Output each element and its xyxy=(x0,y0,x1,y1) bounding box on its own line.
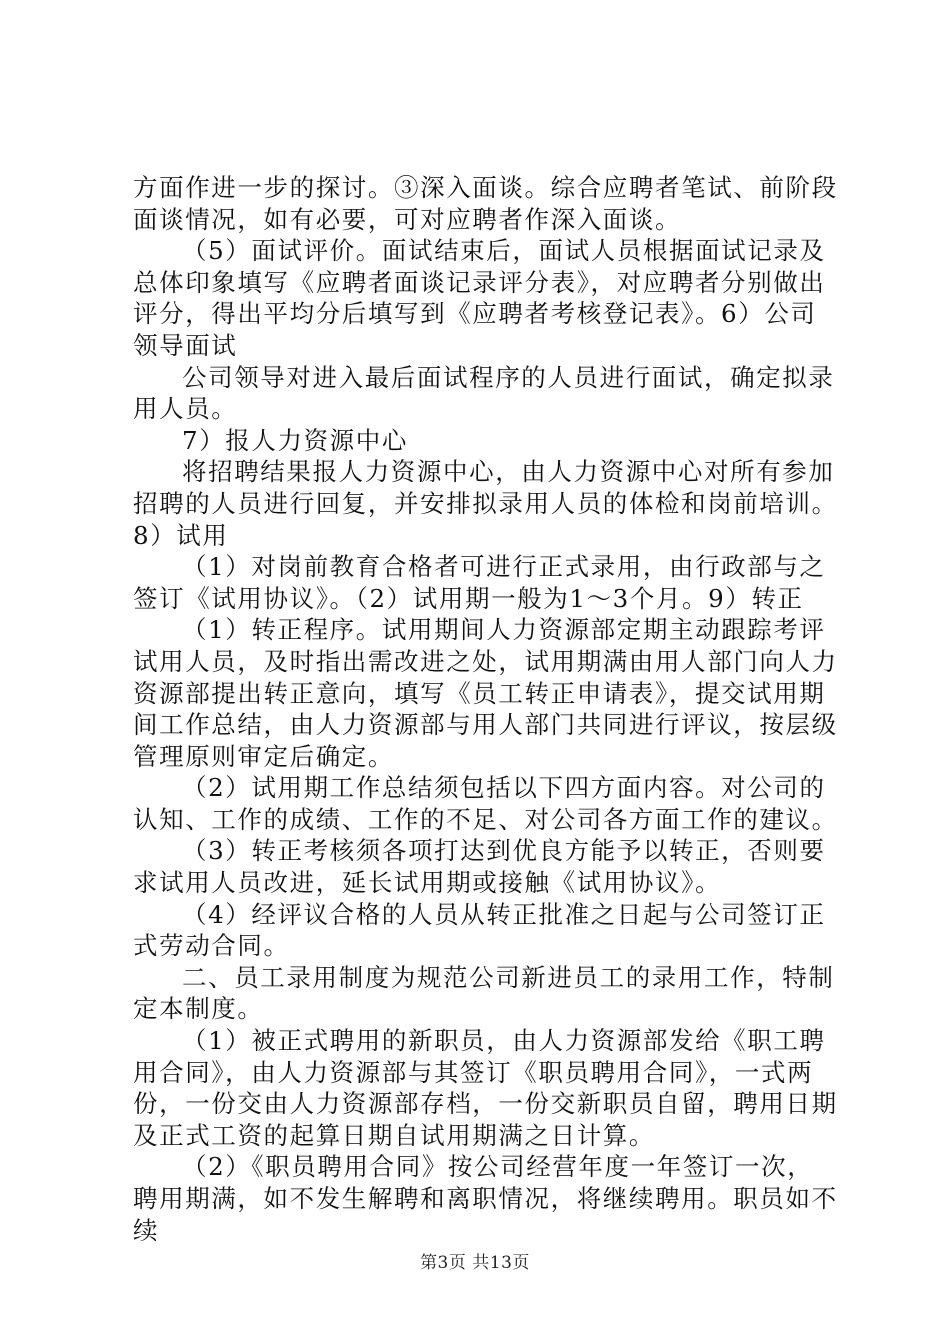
paragraph-3: 公司领导对进入最后面试程序的人员进行面试，确定拟录用人员。 xyxy=(133,362,835,424)
paragraph-13: （2）《职员聘用合同》按公司经营年度一年签订一次，聘用期满，如不发生解聘和离职情况，将继续聘用。职员如不续 xyxy=(133,1152,838,1245)
paragraph-7: （1）转正程序。试用期间人力资源部定期主动跟踪考评试用人员，及时指出需改进之处，试用期满由用人部门向人力资源部提出转正意向，填写《员工转正申请表》，提交试用期间工作总结，由人力资源部与用人部门共同进行评议，按层级管理原则审定后确定。 xyxy=(133,615,838,771)
paragraph-1: 方面作进一步的探讨。③深入面谈。综合应聘者笔试、前阶段面谈情况，如有必要，可对应聘者作深入面谈。 xyxy=(133,173,838,234)
paragraph-2: （5）面试评价。面试结束后，面试人员根据面试记录及总体印象填写《应聘者面谈记录评分表》，对应聘者分别做出评分，得出平均分后填写到《应聘者考核登记表》。6）公司领导面试 xyxy=(133,236,826,360)
paragraph-11: 二、员工录用制度为规范公司新进员工的录用工作，特制定本制度。 xyxy=(133,962,835,1024)
document-body xyxy=(133,172,838,1246)
paragraph-10: （4）经评议合格的人员从转正批准之日起与公司签订正式劳动合同。 xyxy=(133,899,826,961)
paragraph-5: 将招聘结果报人力资源中心，由人力资源中心对所有参加招聘的人员进行回复，并安排拟录用人员的体检和岗前培训。8）试用 xyxy=(133,457,838,550)
paragraph-12: （1）被正式聘用的新职员，由人力资源部发给《职工聘用合同》，由人力资源部与其签订《职员聘用合同》，一式两份，一份交由人力资源部存档，一份交新职员自留，聘用日期及正式工资的起算日期自试用期满之日计算。 xyxy=(133,1026,838,1150)
paragraph-8: （2）试用期工作总结须包括以下四方面内容。对公司的认知、工作的成绩、工作的不足、对公司各方面工作的建议。 xyxy=(133,773,838,834)
paragraph-4: 7）报人力资源中心 xyxy=(182,425,408,455)
paragraph-6: （1）对岗前教育合格者可进行正式录用，由行政部与之签订《试用协议》。（2）试用期一般为1～3个月。9）转正 xyxy=(133,552,826,613)
paragraph-9: （3）转正考核须各项打达到优良方能予以转正，否则要求试用人员改进，延长试用期或接触《试用协议》。 xyxy=(133,836,826,898)
page-number-footer: 第3页 共13页 xyxy=(420,1253,530,1273)
